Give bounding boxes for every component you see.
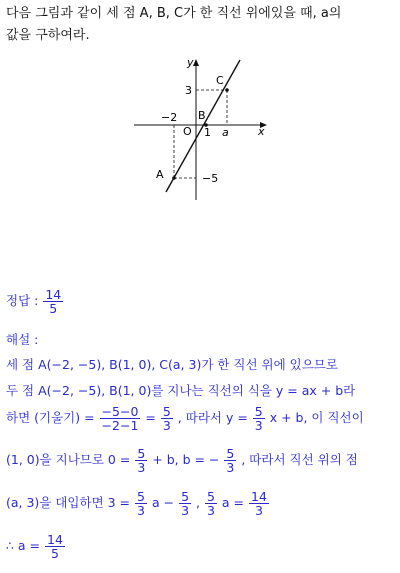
solution-final [6, 533, 66, 560]
text-segment: , 따라서 y = [177, 410, 248, 426]
fraction [135, 447, 147, 474]
numerator: −5−0 [101, 404, 139, 419]
fraction [179, 490, 191, 517]
solution-line-1: 세 점 A(−2, −5), B(1, 0), C(a, 3)가 한 직선 위에 있으므로 [6, 357, 338, 372]
tick-a: a [222, 126, 229, 139]
text-segment: (a, 3)을 대입하면 3 = [6, 495, 131, 511]
label-origin: O [183, 125, 192, 138]
denominator: 3 [181, 503, 190, 519]
tick-3: 3 [185, 84, 192, 97]
fraction [224, 447, 236, 474]
answer-numerator: 14 [45, 287, 62, 302]
question-line-2: 값을 구하여라. [6, 28, 90, 43]
label-a: A [156, 168, 164, 181]
denominator: 3 [137, 460, 146, 476]
numerator: 5 [137, 489, 145, 504]
numerator: 5 [181, 489, 190, 504]
solution-line-3 [6, 405, 364, 432]
solution-line-2: 두 점 A(−2, −5), B(1, 0)를 지나는 직선의 식을 y = ax + b라 [6, 383, 356, 398]
numerator: 5 [162, 404, 171, 419]
denominator: 5 [51, 546, 59, 562]
denominator: 3 [206, 503, 215, 519]
tick-minus-5: −5 [202, 172, 219, 185]
y-axis-arrow [193, 59, 199, 66]
denominator: 3 [254, 503, 263, 519]
text-segment: a − [151, 495, 175, 511]
slope-fraction-2 [161, 405, 173, 432]
denominator: −2−1 [101, 418, 139, 434]
numerator: 14 [251, 489, 267, 504]
final-fraction [45, 533, 65, 560]
denominator: 3 [162, 418, 171, 434]
fraction [205, 490, 217, 517]
numerator: 5 [226, 446, 235, 461]
point-c [225, 88, 229, 92]
line-graph [130, 52, 275, 202]
fraction [135, 490, 147, 517]
numerator: 5 [254, 404, 263, 419]
answer-fraction [43, 288, 63, 315]
answer-label: 정답 : [6, 293, 39, 309]
x-axis-label: x [258, 125, 265, 138]
denominator: 3 [226, 460, 235, 476]
solution-line-5 [6, 490, 270, 517]
text-segment: x + b, 이 직선이 [269, 410, 364, 426]
text-segment: (1, 0)을 지나므로 0 = [6, 452, 131, 468]
y-axis-label: y [187, 56, 194, 69]
text-segment: ∴ a = [6, 538, 41, 554]
label-c: C [216, 74, 224, 87]
numerator: 5 [206, 489, 215, 504]
label-b: B [198, 109, 206, 122]
text-segment: + b, b = − [152, 452, 220, 468]
tick-minus-2: −2 [161, 111, 178, 124]
question-line-1: 다음 그림과 같이 세 점 A, B, C가 한 직선 위에있을 때, a의 [6, 6, 342, 21]
text-segment: , [196, 495, 200, 511]
denominator: 3 [137, 503, 145, 519]
solution-line-4 [6, 447, 358, 474]
numerator: 5 [137, 446, 146, 461]
slope-fraction-1 [100, 405, 141, 432]
tick-1: 1 [204, 126, 211, 139]
equals: = [145, 410, 156, 426]
denominator: 3 [254, 418, 263, 434]
coef-fraction [253, 405, 265, 432]
point-a [172, 176, 176, 180]
solution-label: 해설 : [6, 332, 39, 347]
numerator: 14 [47, 532, 63, 547]
text-segment: a = [221, 495, 245, 511]
answer-denominator: 5 [49, 301, 58, 317]
text-segment: , 따라서 직선 위의 점 [241, 452, 358, 468]
slope-text: 하면 (기울기) = [6, 410, 95, 426]
answer-row [6, 288, 64, 315]
fraction [249, 490, 269, 517]
